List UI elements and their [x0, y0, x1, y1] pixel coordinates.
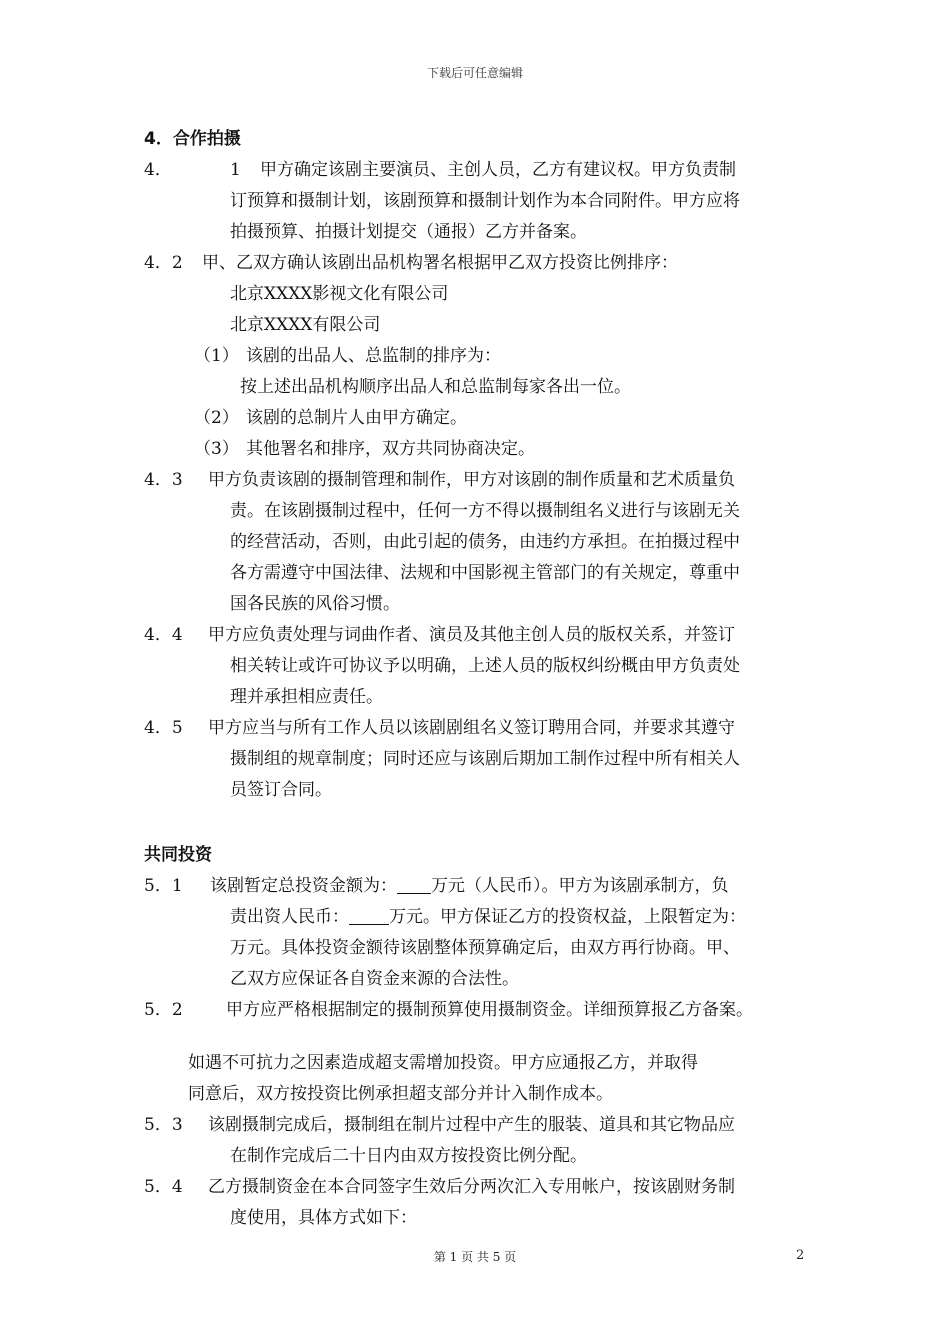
clause-4-1-subnumber: 1 [230, 160, 241, 180]
subitem-2-number: （2） [194, 408, 239, 428]
company-name-2: 北京XXXX有限公司 [230, 315, 381, 335]
clause-5-1-line-1b: 万元（人民币）。甲方为该剧承制方，负 [431, 876, 729, 896]
clause-4-4-number: 4．4 [144, 625, 183, 645]
clause-4-4-line-2: 相关转让或许可协议予以明确，上述人员的版权纠纷概由甲方负责处 [230, 656, 740, 676]
clause-4-4-line-3: 理并承担相应责任。 [230, 687, 383, 707]
clause-4-3-line-5: 国各民族的风俗习惯。 [230, 594, 400, 614]
clause-5-2 [144, 995, 824, 1026]
clause-5-3-number: 5．3 [144, 1115, 183, 1135]
clause-4-2-text: 甲、乙双方确认该剧出品机构署名根据甲乙双方投资比例排序： [202, 253, 678, 273]
overrun-note-line-2: 同意后，双方按投资比例承担超支部分并计入制作成本。 [188, 1084, 613, 1104]
clause-4-1-line-1: 甲方确定该剧主要演员、主创人员，乙方有建议权。甲方负责制 [260, 160, 736, 180]
clause-4-5-line-2: 摄制组的规章制度；同时还应与该剧后期加工制作过程中所有相关人 [230, 749, 740, 769]
clause-4-1-number: 4． [144, 160, 172, 180]
section-5-heading: 共同投资 [144, 845, 212, 865]
clause-4-1-line-3: 拍摄预算、拍摄计划提交（通报）乙方并备案。 [230, 222, 587, 242]
clause-4-3-number: 4．3 [144, 470, 183, 490]
clause-4-2 [144, 248, 824, 465]
clause-5-4-line-1: 乙方摄制资金在本合同签字生效后分两次汇入专用帐户，按该剧财务制 [208, 1177, 735, 1197]
subitem-3-number: （3） [194, 439, 239, 459]
clause-4-5-number: 4．5 [144, 718, 183, 738]
clause-4-3 [144, 465, 824, 620]
clause-4-5 [144, 713, 824, 806]
document-body [144, 124, 824, 1234]
page-footer-info: 第 1 页 共 5 页 [433, 1250, 517, 1264]
clause-5-1-line-2b: 万元。甲方保证乙方的投资权益，上限暂定为： [389, 907, 746, 927]
clause-4-3-line-2: 责。在该剧摄制过程中，任何一方不得以摄制组名义进行与该剧无关 [230, 501, 740, 521]
page-header: 下载后可任意编辑 [426, 66, 523, 80]
clause-4-4-line-1: 甲方应负责处理与词曲作者、演员及其他主创人员的版权关系，并签订 [208, 625, 735, 645]
clause-4-3-line-3: 的经营活动，否则，由此引起的债务，由违约方承担。在拍摄过程中 [230, 532, 740, 552]
clause-5-1-line-2a: 责出资人民币： [230, 907, 349, 927]
section-4-heading: 4．合作拍摄 [144, 129, 241, 149]
clause-4-5-line-3: 员签订合同。 [230, 780, 332, 800]
clause-5-3-line-1: 该剧摄制完成后，摄制组在制片过程中产生的服装、道具和其它物品应 [208, 1115, 735, 1135]
subitem-3-text: 其他署名和排序，双方共同协商决定。 [246, 439, 535, 459]
clause-5-1-number: 5．1 [144, 876, 183, 896]
clause-5-3-line-2: 在制作完成后二十日内由双方按投资比例分配。 [230, 1146, 587, 1166]
clause-4-5-line-1: 甲方应当与所有工作人员以该剧剧组名义签订聘用合同，并要求其遵守 [208, 718, 735, 738]
overrun-note-line-1: 如遇不可抗力之因素造成超支需增加投资。甲方应通报乙方，并取得 [188, 1053, 698, 1073]
subitem-1-number: （1） [194, 346, 239, 366]
clause-5-1-line-3: 万元。具体投资金额待该剧整体预算确定后，由双方再行协商。甲、 [230, 938, 740, 958]
clause-5-3 [144, 1110, 824, 1172]
clause-4-2-number: 4．2 [144, 253, 183, 273]
clause-5-4-number: 5．4 [144, 1177, 183, 1197]
clause-5-4-line-2: 度使用，具体方式如下： [230, 1208, 417, 1228]
clause-5-2-text: 甲方应严格根据制定的摄制预算使用摄制资金。详细预算报乙方备案。 [226, 1000, 753, 1020]
clause-5-1-line-4: 乙双方应保证各自资金来源的合法性。 [230, 969, 519, 989]
amount-blank-total[interactable] [397, 875, 431, 894]
clause-4-3-line-4: 各方需遵守中国法律、法规和中国影视主管部门的有关规定，尊重中 [230, 563, 740, 583]
amount-blank-party-a[interactable] [349, 906, 389, 925]
clause-5-2-number: 5．2 [144, 1000, 183, 1020]
subitem-1-text: 该剧的出品人、总监制的排序为： [246, 346, 501, 366]
clause-5-4 [144, 1172, 824, 1234]
overrun-note [144, 1048, 824, 1110]
clause-4-4 [144, 620, 824, 713]
clause-4-1-line-2: 订预算和摄制计划，该剧预算和摄制计划作为本合同附件。甲方应将 [230, 191, 740, 211]
company-name-1: 北京XXXX影视文化有限公司 [230, 284, 449, 304]
subitem-2-text: 该剧的总制片人由甲方确定。 [246, 408, 467, 428]
clause-5-1 [144, 871, 824, 995]
subitem-1-detail: 按上述出品机构顺序出品人和总监制每家各出一位。 [240, 377, 631, 397]
page-number: 2 [796, 1248, 805, 1263]
clause-4-3-line-1: 甲方负责该剧的摄制管理和制作，甲方对该剧的制作质量和艺术质量负 [208, 470, 735, 490]
clause-5-1-line-1a: 该剧暂定总投资金额为： [210, 876, 397, 896]
clause-4-1 [144, 155, 824, 248]
